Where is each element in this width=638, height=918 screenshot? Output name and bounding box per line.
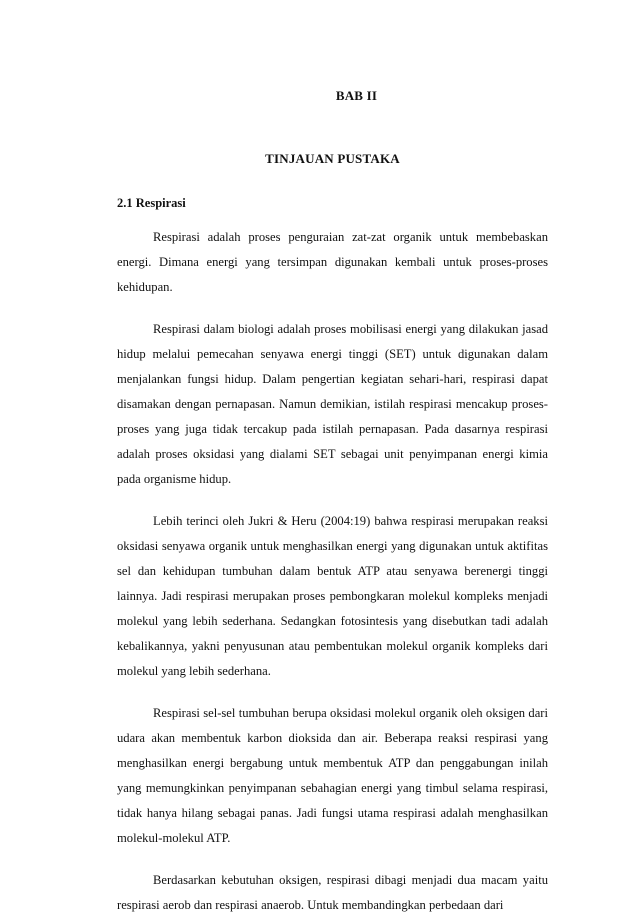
paragraph-4: Respirasi sel-sel tumbuhan berupa oksidasi molekul organik oleh oksigen dari udara akan membentuk karbon dioksida dan air. Beberapa reaksi respirasi yang menghasilkan energi bergabung untuk membentuk ATP dan penggabungan inilah yang memungkinkan penyimpanan sebahagian energi yang timbul selama respirasi, tidak hanya hilang sebagai panas. Jadi fungsi utama respirasi adalah menghasilkan molekul-molekul ATP.	[117, 706, 548, 845]
paragraph-1: Respirasi adalah proses penguraian zat-zat organik untuk membebaskan energi. Dimana energi yang tersimpan digunakan kembali untuk proses-proses kehidupan.	[117, 230, 548, 294]
paragraph-5: Berdasarkan kebutuhan oksigen, respirasi dibagi menjadi dua macam yaitu respirasi aerob dan respirasi anaerob. Untuk membandingkan perbedaan dari	[117, 873, 548, 912]
page-content	[117, 88, 548, 918]
section-heading: 2.1 Respirasi	[117, 196, 186, 210]
chapter-heading: BAB II	[335, 88, 378, 103]
paragraph-3: Lebih terinci oleh Jukri & Heru (2004:19) bahwa respirasi merupakan reaksi oksidasi senyawa organik untuk menghasilkan energi yang digunakan untuk aktifitas sel dan kehidupan tumbuhan dalam bentuk ATP atau senyawa berenergi tinggi lainnya. Jadi respirasi merupakan proses pembongkaran molekul kompleks menjadi molekul yang lebih sederhana. Sedangkan fotosintesis yang disebutkan tadi adalah kebalikannya, yakni penyusunan atau pembentukan molekul organik kompleks dari molekul yang lebih sederhana.	[117, 514, 548, 678]
chapter-title: TINJAUAN PUSTAKA	[265, 151, 400, 166]
paragraph-2: Respirasi dalam biologi adalah proses mobilisasi energi yang dilakukan jasad hidup melalui pemecahan senyawa energi tinggi (SET) untuk digunakan dalam menjalankan fungsi hidup. Dalam pengertian kegiatan sehari-hari, respirasi dapat disamakan dengan pernapasan. Namun demikian, istilah respirasi mencakup proses-proses yang juga tidak tercakup pada istilah pernapasan. Pada dasarnya respirasi adalah proses oksidasi yang dialami SET sebagai unit penyimpanan energi kimia pada organisme hidup.	[117, 322, 548, 486]
